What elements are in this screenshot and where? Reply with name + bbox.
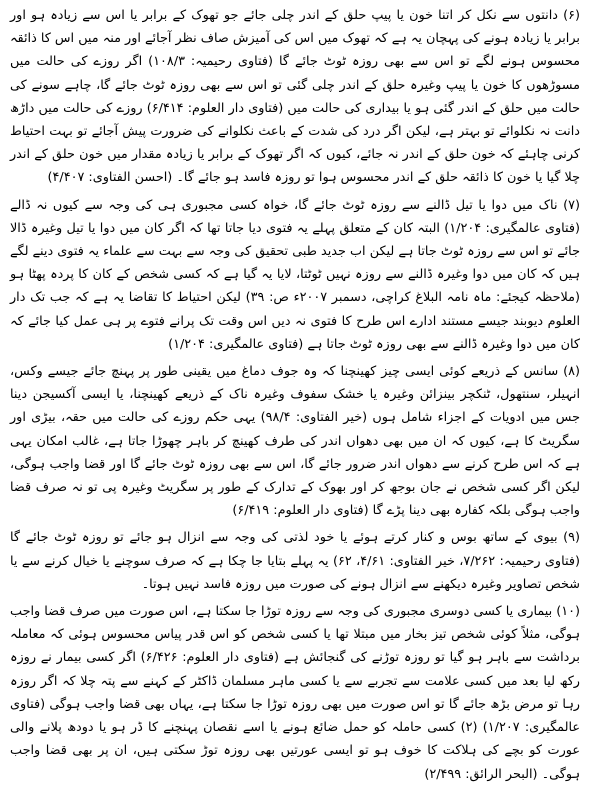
paragraph-10: (۱۰) بیماری یا کسی دوسری مجبوری کی وجہ سے روزہ توڑا جا سکتا ہے، اس صورت میں صرف قضا واجب ہوگی، مثلاً کوئی شخص تیز بخار میں مبتلا تھا یا کسی شخص کو اس قدر پیاس محسوس ہوئی کہ معاملہ برداشت سے باہر ہو گیا تو روزہ توڑنے کی گنجائش ہے (فتاوی دار العلوم: ۶/۴۲۶) اگر کسی بیمار نے روزہ رکھ لیا بعد میں کسی علامت سے تجربے سے یا کسی ماہر مسلمان ڈاکٹر کے کہنے سے پتہ چلا کہ اگر روزہ رہا تو مرض بڑھ جائے گا تو اس صورت میں بھی روزہ توڑا جا سکتا ہے، یہاں بھی قضا واجب ہوگی (فتاوی عالمگیری: ۱/۲۰۷) (۲) کسی حاملہ کو حمل ضائع ہونے یا اسے نقصان پہنچنے کا ڈر ہو یا دودھ پلانے والی عورت کو بچے کی ہلاکت کا خوف ہو تو ایسی عورتیں بھی روزہ توڑ سکتی ہیں، ان پر بھی قضا واجب ہوگی۔ (البحر الرائق: ۲/۴۹۹) xyxy=(10,604,580,782)
paragraph-8: (۸) سانس کے ذریعے کوئی ایسی چیز کھینچنا کہ وہ جوف دماغ میں یقینی طور پر پہنچ جائے جیسے وکس، انہیلر، سنتھول، ٹنکچر بینزائن وغیرہ یا خشک سفوف وغیرہ ناک کے ذریعے کھینچنا، یا ایسی آکسیجن دینا جس میں ادویات کے اجزاء شامل ہوں (خیر الفتاوی: ۹۸/۴) یہی حکم روزے کی حالت میں حقہ، بیڑی اور سگریٹ کا ہے، کیوں کہ ان میں بھی دھواں اندر کی طرف کھینچ کر باہر چھوڑا جاتا ہے، غالب امکان یہی ہے کہ اس طرح کرنے سے دھواں اندر ضرور جائے گا، اس سے بھی روزہ ٹوٹ جائے گا اور قضا واجب ہوگی، لیکن اگر کسی شخص نے جان بوجھ کر اور بھوک کے تدارک کے طور پر سگریٹ وغیرہ پی تو نہ صرف قضا واجب ہوگی بلکہ کفارہ بھی دینا پڑے گا (فتاوی دار العلوم: ۶/۴۱۹) xyxy=(10,364,580,519)
paragraph-9: (۹) بیوی کے ساتھ بوس و کنار کرتے ہوئے یا خود لذتی کی وجہ سے انزال ہو جائے تو روزہ ٹوٹ جائے گا (فتاوی رحیمیہ: ۷/۲۶۲، خیر الفتاوی: ۴/۶۱، ۶۲) یہ پہلے بتایا جا چکا ہے کہ صرف سوچنے یا خیال کرنے سے یا شخص تصاویر وغیرہ دیکھنے سے انزال ہونے کی صورت میں روزہ فاسد نہیں ہوتا۔ xyxy=(10,530,580,592)
paragraph-6: (۶) دانتوں سے نکل کر اتنا خون یا پیپ حلق کے اندر چلی جائے جو تھوک کے برابر یا اس سے زیادہ ہو اور برابر یا زیادہ ہونے کی پہچان یہ ہے کہ تھوک میں اس کی آمیزش صاف نظر آجائے اور منہ میں اس کا ذائقہ محسوس ہونے لگے تو اس سے بھی روزہ ٹوٹ جائے گا (فتاوی رحیمیہ: ۱۰۸/۳) اگر روزے کی حالت میں مسوڑھوں کا خون یا پیپ وغیرہ حلق کے اندر چلی گئی تو اس سے بھی روزہ ٹوٹ جائے گا، چاہے سونے کی حالت میں حلق کے اندر گئی ہو یا بیداری کی حالت میں (فتاوی دار العلوم: ۶/۴۱۴) روزے کی حالت میں داڑھ دانت نہ نکلوائے تو بہتر ہے، لیکن اگر درد کی شدت کے باعث نکلوانے کی ضرورت پیش آجائے تو بہت احتیاط کرنی چاہئے کہ خون حلق کے اندر نہ جائے، کیوں کہ اگر تھوک کے برابر یا زیادہ مقدار میں خون حلق کے اندر چلا گیا یا خون کا ذائقہ حلق کے اندر محسوس ہوا تو روزہ فاسد ہو جائے گا۔ (احسن الفتاوی: ۴/۴۰۷) xyxy=(10,8,580,186)
paragraph-7: (۷) ناک میں دوا یا تیل ڈالنے سے روزہ ٹوٹ جائے گا، خواہ کسی مجبوری ہی کی وجہ سے کیوں نہ ڈالے (فتاوی عالمگیری: ۱/۲۰۴) البتہ کان کے متعلق پہلے یہ فتوی دیا جاتا تھا کہ اگر کان میں دوا یا تیل وغیرہ ڈالا جائے تو اس سے روزہ ٹوٹ جاتا ہے لیکن اب جدید طبی تحقیق کی وجہ سے بہت سے علماء یہ فتوی دینے لگے ہیں کہ کان میں دوا وغیرہ ڈالنے سے روزہ نہیں ٹوٹتا، لایا یہ گیا ہے کہ کسی شخص کے کان کا پردہ پھٹا ہو (ملاحظہ کیجئے: ماہ نامہ البلاغ کراچی، دسمبر ۲۰۰۷ء ص: ۳۹) لیکن احتیاط کا تقاضا یہ ہے کہ جب تک دار العلوم دیوبند جیسے مستند ادارے اس طرح کا فتوی نہ دیں اس وقت تک پرانے فتوے پر ہی عمل کیا جائے کہ کان میں دوا وغیرہ ڈالنے سے بھی روزہ ٹوٹ جاتا ہے (فتاوی عالمگیری: ۱/۲۰۴) xyxy=(10,197,581,352)
